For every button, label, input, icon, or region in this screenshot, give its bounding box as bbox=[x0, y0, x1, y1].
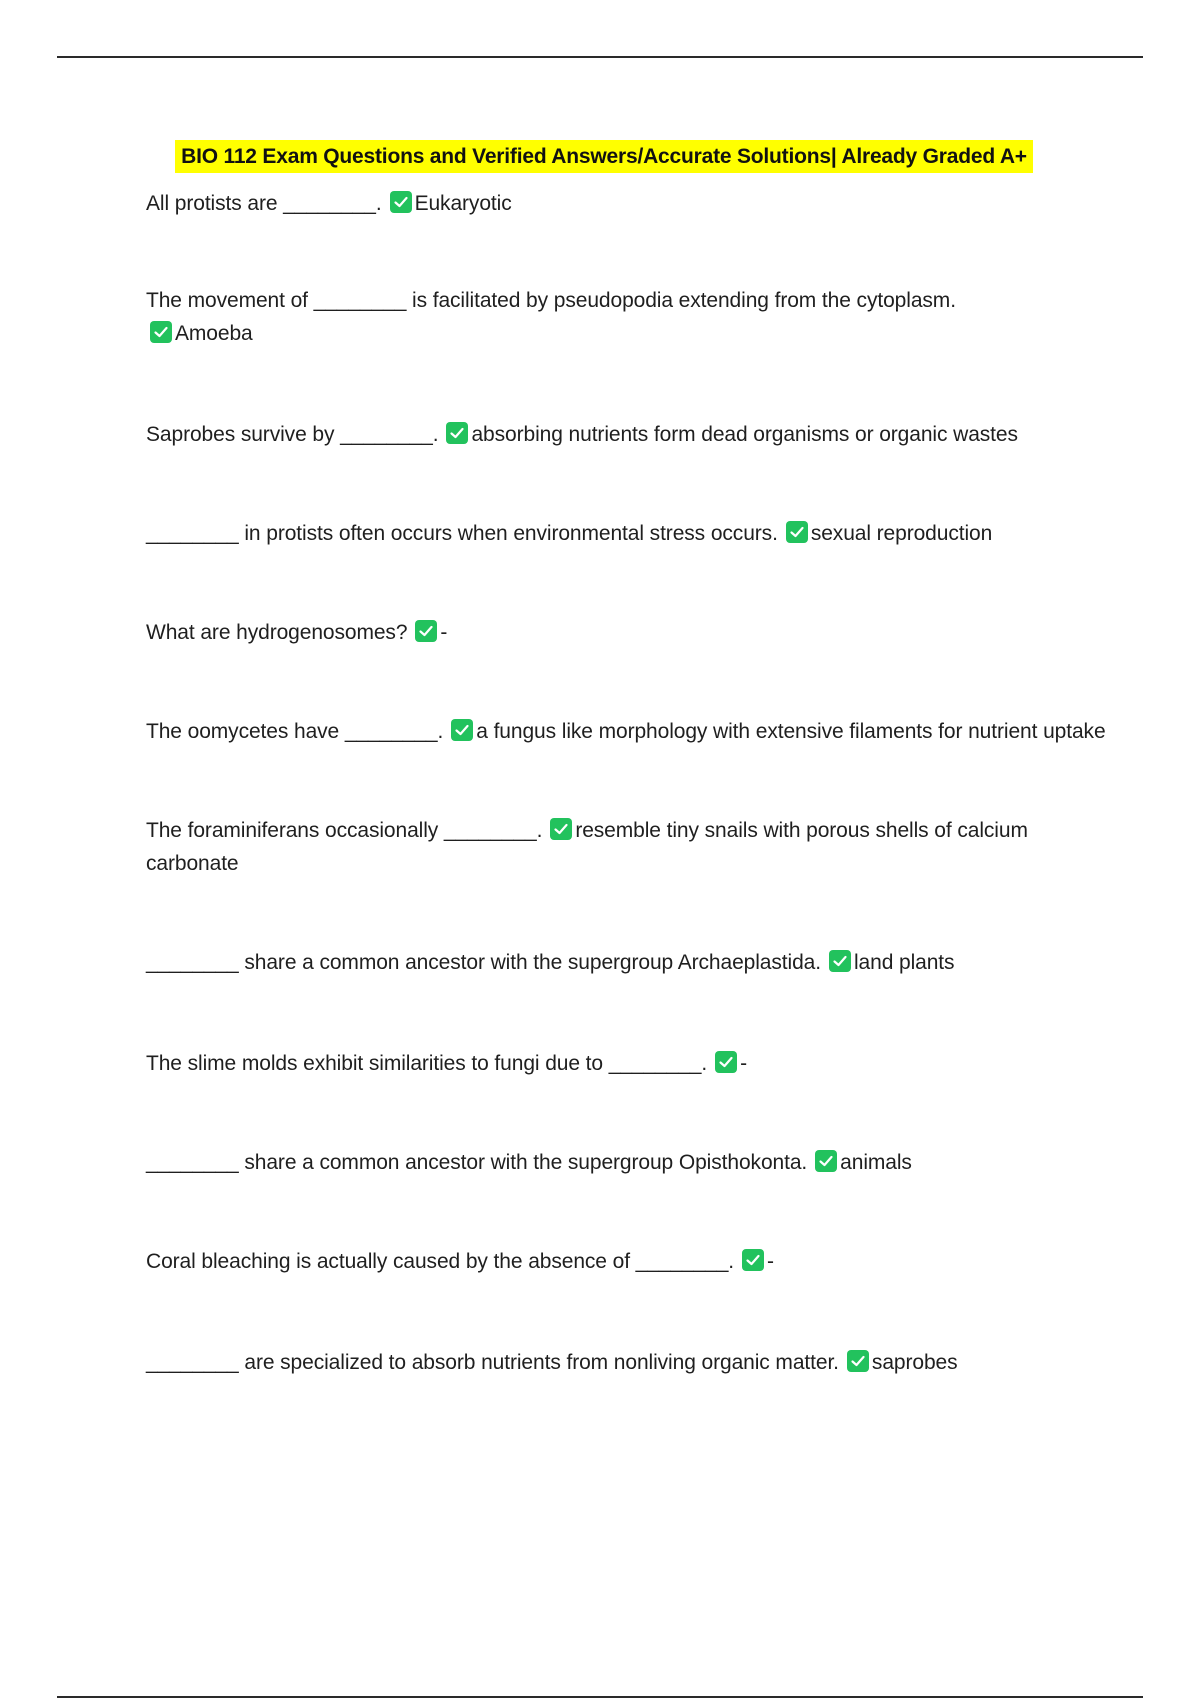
answer-text: - bbox=[767, 1250, 774, 1273]
answer-text: Amoeba bbox=[175, 322, 253, 345]
check-icon bbox=[446, 422, 468, 444]
document-title: BIO 112 Exam Questions and Verified Answers/Accurate Solutions| Already Graded A+ bbox=[175, 140, 1033, 173]
check-icon bbox=[150, 321, 172, 343]
question-text: ________ share a common ancestor with the supergroup Opisthokonta. bbox=[146, 1151, 808, 1174]
qa-item bbox=[146, 1245, 1106, 1278]
answer-text: saprobes bbox=[871, 1351, 958, 1374]
check-icon bbox=[786, 521, 808, 543]
answer-text: Eukaryotic bbox=[414, 192, 512, 215]
top-rule bbox=[57, 56, 1143, 58]
bottom-rule bbox=[57, 1696, 1143, 1698]
answer-text: sexual reproduction bbox=[810, 522, 993, 545]
answer-text: absorbing nutrients form dead organisms or organic wastes bbox=[471, 423, 1018, 446]
check-icon bbox=[829, 950, 851, 972]
question-text: Saprobes survive by ________. bbox=[146, 423, 439, 446]
qa-item bbox=[146, 517, 1106, 550]
question-text: ________ are specialized to absorb nutrients from nonliving organic matter. bbox=[146, 1351, 839, 1374]
qa-item bbox=[146, 715, 1106, 748]
question-text: What are hydrogenosomes? bbox=[146, 621, 408, 644]
question-text: The oomycetes have ________. bbox=[146, 720, 444, 743]
question-text: ________ share a common ancestor with the supergroup Archaeplastida. bbox=[146, 951, 821, 974]
answer-text: land plants bbox=[853, 951, 955, 974]
check-icon bbox=[847, 1350, 869, 1372]
question-text: The movement of ________ is facilitated by pseudopodia extending from the cytoplasm. bbox=[146, 289, 956, 312]
qa-item bbox=[146, 187, 1106, 220]
answer-text: - bbox=[440, 621, 448, 644]
qa-item bbox=[146, 616, 1106, 649]
check-icon bbox=[715, 1051, 737, 1073]
answer-text: animals bbox=[840, 1151, 912, 1174]
check-icon bbox=[550, 818, 572, 840]
qa-item bbox=[146, 946, 1106, 979]
answer-text: a fungus like morphology with extensive filaments for nutrient uptake bbox=[476, 720, 1106, 743]
answer-text: - bbox=[740, 1052, 748, 1075]
title-wrap bbox=[146, 140, 1062, 173]
qa-item bbox=[146, 284, 1106, 350]
document-body bbox=[146, 140, 1106, 1379]
qa-item bbox=[146, 814, 1106, 880]
question-text: The slime molds exhibit similarities to fungi due to ________. bbox=[146, 1052, 708, 1075]
check-icon bbox=[451, 719, 473, 741]
answer-text: resemble tiny snails with porous shells of calcium carbonate bbox=[146, 819, 1028, 875]
qa-item bbox=[146, 1146, 1106, 1179]
question-text: ________ in protists often occurs when environmental stress occurs. bbox=[146, 522, 778, 545]
question-text: All protists are ________. bbox=[146, 192, 382, 215]
question-text: The foraminiferans occasionally ________. bbox=[146, 819, 543, 842]
check-icon bbox=[815, 1150, 837, 1172]
qa-item bbox=[146, 1047, 1106, 1080]
qa-item bbox=[146, 1346, 1106, 1379]
question-text: Coral bleaching is actually caused by the absence of ________. bbox=[146, 1250, 735, 1273]
check-icon bbox=[390, 191, 412, 213]
check-icon bbox=[742, 1249, 764, 1271]
qa-item bbox=[146, 418, 1106, 451]
check-icon bbox=[415, 620, 437, 642]
